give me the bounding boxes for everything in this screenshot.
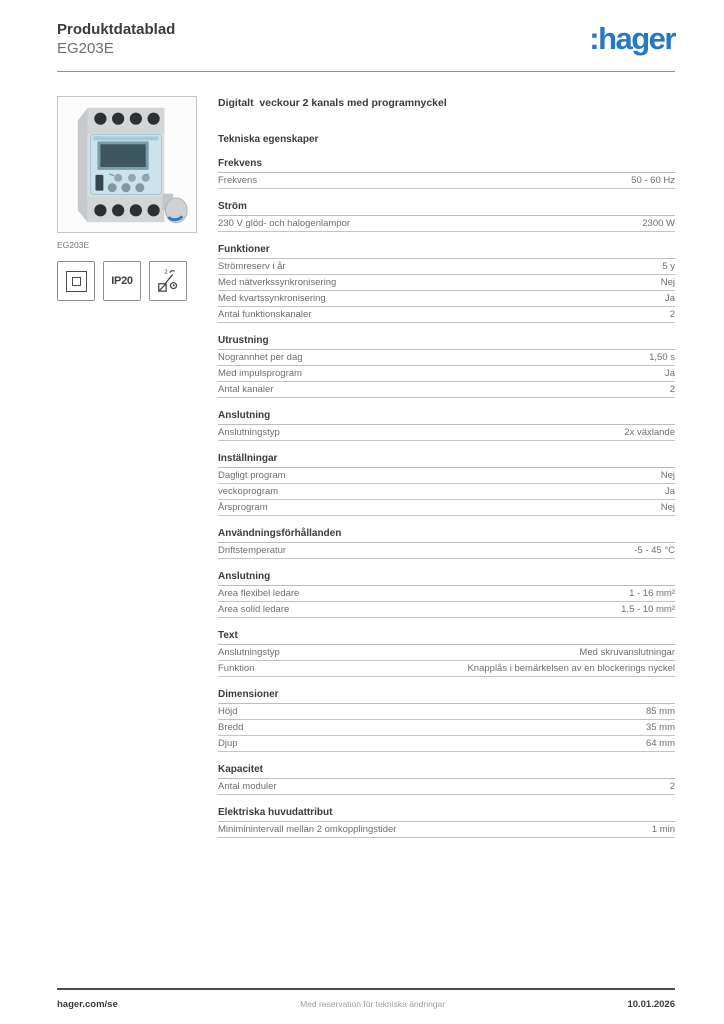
spec-section-header: Frekvens [218, 158, 675, 173]
doc-header [0, 0, 724, 58]
spec-row-label: Med kvartssynkronisering [218, 292, 326, 304]
product-description: Digitalt veckour 2 kanals med programnyckel [218, 97, 447, 109]
doc-titles [57, 20, 175, 58]
spec-row [218, 291, 675, 307]
spec-row [218, 645, 675, 661]
spec-row-label: Dagligt program [218, 469, 286, 481]
spec-row-label: Area flexibel ledare [218, 587, 300, 599]
spec-section [218, 764, 675, 795]
spec-section-header: Ström [218, 201, 675, 216]
spec-row-label: Nogrannhet per dag [218, 351, 303, 363]
ip20-label: IP20 [111, 275, 133, 287]
spec-row-label: Antal kanaler [218, 383, 274, 395]
spec-section [218, 158, 675, 189]
spec-row-value: 50 - 60 Hz [631, 174, 675, 186]
spec-section [218, 528, 675, 559]
spec-row-value: 2 [669, 308, 675, 320]
spec-row-label: Frekvens [218, 174, 258, 186]
certification-icons [57, 261, 197, 301]
spec-row [218, 822, 675, 838]
spec-row-label: Antal moduler [218, 780, 277, 792]
spec-row-value: 1.5 - 10 mm² [621, 603, 675, 615]
spec-row [218, 500, 675, 516]
footer-disclaimer: Med reservation för tekniska ändringar [300, 999, 446, 1009]
spec-row [218, 468, 675, 484]
spec-section-header: Anslutning [218, 410, 675, 425]
footer-row [57, 990, 675, 1010]
spec-row-label: Med nätverkssynkronisering [218, 276, 337, 288]
spec-row-value: 5 y [662, 260, 675, 272]
spec-row-value: 2 [669, 780, 675, 792]
spec-section-header: Inställningar [218, 453, 675, 468]
spec-row-label: Höjd [218, 705, 238, 717]
spec-section-header: Elektriska huvudattribut [218, 807, 675, 822]
spec-section [218, 244, 675, 323]
spec-row-value: 1 - 16 mm² [629, 587, 675, 599]
spec-section-header: Dimensioner [218, 689, 675, 704]
spec-row-label: Area solid ledare [218, 603, 290, 615]
spec-row [218, 366, 675, 382]
spec-row [218, 425, 675, 441]
doc-product-code: EG203E [57, 40, 114, 57]
spec-row [218, 586, 675, 602]
spec-section [218, 630, 675, 677]
product-image-caption: EG203E [57, 240, 90, 250]
spec-section [218, 453, 675, 516]
spec-section [218, 689, 675, 752]
spec-row-label: Anslutningstyp [218, 646, 280, 658]
spec-row-label: 230 V glöd- och halogenlampor [218, 217, 351, 229]
spec-section [218, 335, 675, 398]
spec-section [218, 571, 675, 618]
spec-row-value: Nej [660, 276, 675, 288]
doc-type-title: Produktdatablad [57, 21, 176, 38]
spec-row-value: Ja [664, 367, 675, 379]
doc-footer [57, 988, 675, 1010]
spec-row-value: 2300 W [642, 217, 675, 229]
spec-row [218, 350, 675, 366]
spec-row [218, 484, 675, 500]
spec-row-value: Ja [664, 485, 675, 497]
spec-section-header: Anslutning [218, 571, 675, 586]
spec-row [218, 275, 675, 291]
spec-section-header: Funktioner [218, 244, 675, 259]
spec-section-header: Utrustning [218, 335, 675, 350]
spec-row [218, 602, 675, 618]
spec-section [218, 201, 675, 232]
spec-row [218, 216, 675, 232]
spec-row-value: -5 - 45 °C [634, 544, 675, 556]
spec-row [218, 779, 675, 795]
product-panel [57, 96, 197, 838]
spec-row-value: 2 [669, 383, 675, 395]
content-area [0, 72, 724, 838]
spec-row [218, 720, 675, 736]
spec-row [218, 173, 675, 189]
spec-sections [218, 158, 675, 838]
spec-row-value: Nej [660, 501, 675, 513]
product-image [57, 96, 197, 233]
spec-row-label: Djup [218, 737, 238, 749]
spec-section-header: Text [218, 630, 675, 645]
spec-row-value: Med skruvanslutningar [579, 646, 675, 658]
spec-row-label: Funktion [218, 662, 255, 674]
spec-row-value: 64 mm [645, 737, 675, 749]
footer-date: 10.01.2026 [627, 999, 675, 1010]
spec-row-value: 1,50 s [649, 351, 675, 363]
spec-row-value: Nej [660, 469, 675, 481]
spec-section-header: Kapacitet [218, 764, 675, 779]
class-ii-insulation-icon [57, 261, 95, 301]
spec-section [218, 807, 675, 838]
spec-row-value: 1 min [651, 823, 675, 835]
spec-row [218, 736, 675, 752]
spec-row [218, 382, 675, 398]
spec-row-label: Med impulsprogram [218, 367, 302, 379]
spec-row-value: Ja [664, 292, 675, 304]
spec-row-label: Anslutningstyp [218, 426, 280, 438]
contact-diagram-icon [149, 261, 187, 301]
spec-row-label: Antal funktionskanaler [218, 308, 312, 320]
ip20-rating-icon [103, 261, 141, 301]
spec-row-value: 35 mm [645, 721, 675, 733]
spec-row-label: Bredd [218, 721, 244, 733]
spec-row [218, 543, 675, 559]
spec-section-header: Användningsförhållanden [218, 528, 675, 543]
spec-row [218, 661, 675, 677]
spec-row-label: Miniminintervall mellan 2 omkopplingstider [218, 823, 397, 835]
spec-row-label: Strömreserv i år [218, 260, 286, 272]
svg-text:2: 2 [164, 270, 168, 277]
spec-row-value: Knapplås i bemärkelsen av en blockerings nyckel [467, 662, 675, 674]
spec-row-label: Driftstemperatur [218, 544, 287, 556]
technical-properties-heading: Tekniska egenskaper [218, 134, 319, 145]
spec-section [218, 410, 675, 441]
timer-device-illustration [58, 97, 196, 232]
spec-row [218, 307, 675, 323]
spec-row-value: 2x växlande [624, 426, 675, 438]
footer-website-link[interactable]: hager.com/se [57, 999, 118, 1010]
spec-row [218, 704, 675, 720]
spec-row-label: veckoprogram [218, 485, 279, 497]
spec-row-label: Årsprogram [218, 501, 268, 513]
spec-row-value: 85 mm [645, 705, 675, 717]
hager-logo: :hager [589, 21, 675, 56]
spec-panel [218, 96, 675, 838]
spec-row [218, 259, 675, 275]
